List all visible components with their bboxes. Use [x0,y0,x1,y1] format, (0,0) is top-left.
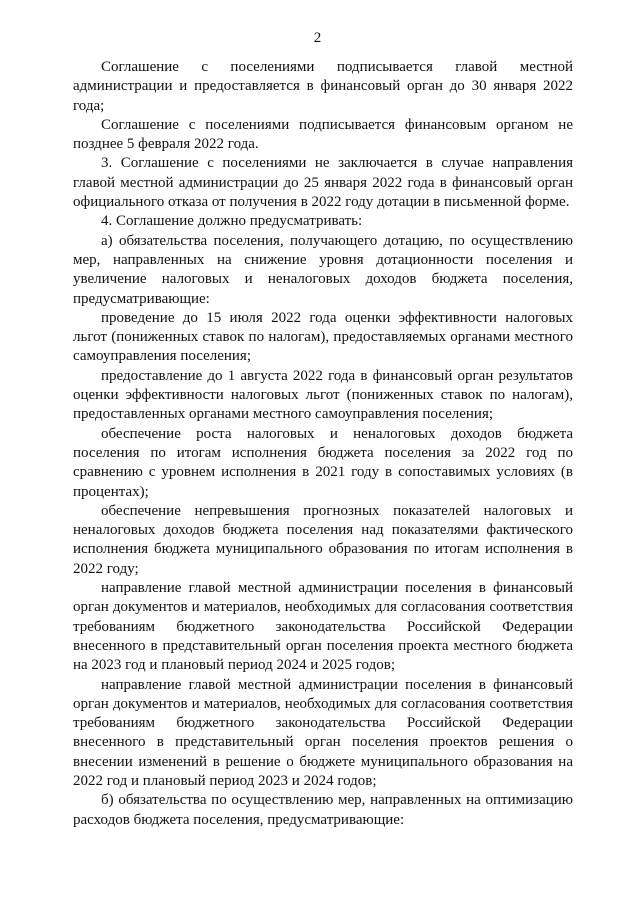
paragraph: 4. Соглашение должно предусматривать: [101,213,363,230]
paragraph: Соглашение с поселениями подписывается главой местной администрации и предоставляется в финансовый орган до 30 января 2022 года; [73,59,573,114]
paragraph: направление главой местной администрации поселения в финансовый орган документов и материалов, необходимых для согласования соответствия требованиям бюджетного законодательства Российской Федерации внесенного в представительный орган поселения проекта местного бюджета на 2023 год и плановый период 2024 и 2025 годов; [73,580,573,674]
paragraph: предоставление до 1 августа 2022 года в финансовый орган результатов оценки эффективности налоговых льгот (пониженных ставок по налогам), предоставленных органами местного самоуправления поселения; [73,367,573,423]
paragraph: проведение до 15 июля 2022 года оценки эффективности налоговых льгот (пониженных ставок по налогам), предоставляемых органами местного самоуправления поселения; [73,309,573,365]
paragraph: Соглашение с поселениями подписывается финансовым органом не позднее 5 февраля 2022 года. [73,116,573,153]
paragraph: а) обязательства поселения, получающего дотацию, по осуществлению мер, направленных на снижение уровня дотационности поселения и увеличение налоговых и неналоговых доходов бюджета поселения, предусматривающие: [73,232,573,307]
paragraph: направление главой местной администрации поселения в финансовый орган документов и материалов, необходимых для согласования соответствия требованиям бюджетного законодательства Российской Федерации внесенного в представительный орган поселения проектов решения о внесении изменений в решение о бюджете муниципального образования на 2022 год и плановый период 2023 и 2024 годов; [73,676,573,789]
paragraph: обеспечение роста налоговых и неналоговых доходов бюджета поселения по итогам исполнения бюджета поселения за 2022 год по сравнению с уровнем исполнения в 2021 году в сопоставимых условиях (в процентах); [73,425,573,500]
document-body [73,58,573,830]
paragraph: б) обязательства по осуществлению мер, направленных на оптимизацию расходов бюджета поселения, предусматривающие: [73,792,573,828]
page-number: 2 [313,30,322,46]
paragraph: 3. Соглашение с поселениями не заключается в случае направления главой местной администрации до 25 января 2022 года в финансовый орган официального отказа от получения в 2022 году дотации в письменной форме. [73,155,573,211]
paragraph: обеспечение непревышения прогнозных показателей налоговых и неналоговых доходов бюджета поселения над показателями фактического исполнения бюджета муниципального образования по итогам исполнения в 2022 году; [73,502,573,577]
